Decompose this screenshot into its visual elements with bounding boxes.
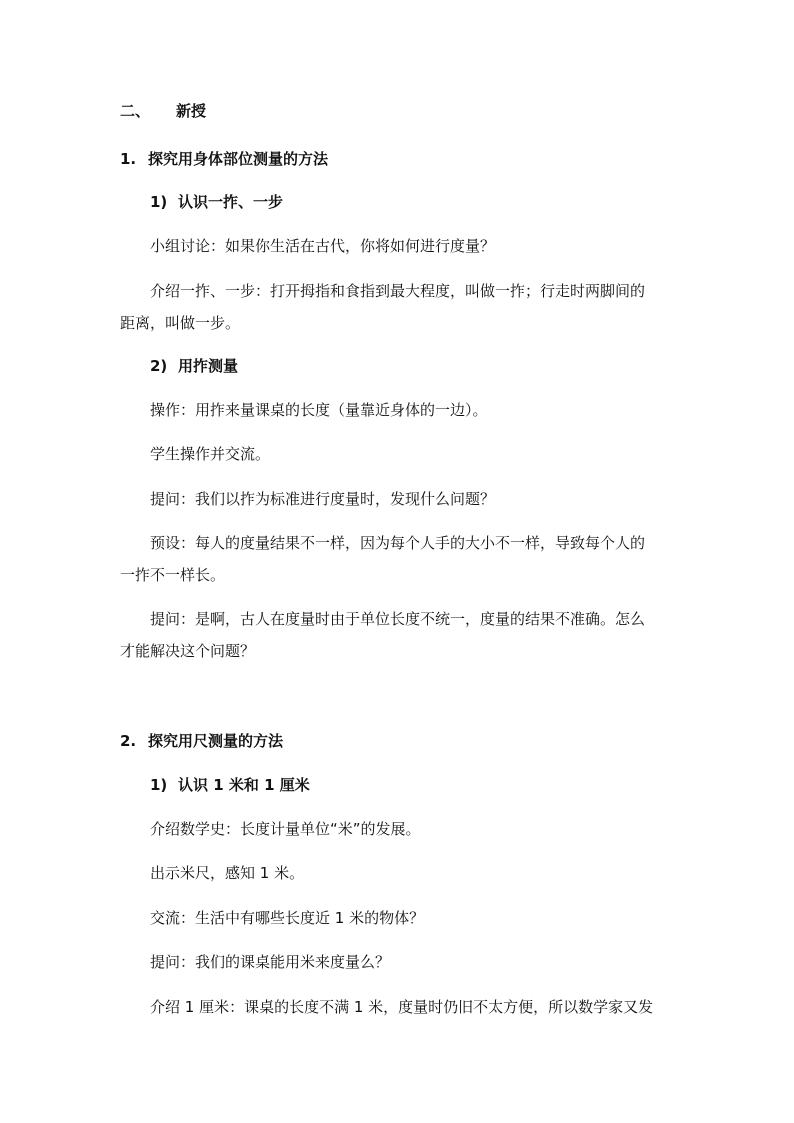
- part1-sub1-title: 认识一拃、一步: [178, 193, 284, 211]
- paragraph: 提问：我们的课桌能用米来度量么？: [150, 953, 391, 971]
- paragraph: 学生操作并交流。: [150, 445, 271, 463]
- part1-number: 1.: [120, 150, 137, 168]
- paragraph: 操作：用拃来量课桌的长度（量靠近身体的一边）。: [150, 401, 488, 419]
- part2-number: 2.: [120, 732, 137, 750]
- part2-sub1-title: 认识 1 米和 1 厘米: [178, 776, 310, 794]
- paragraph-continuation: 才能解决这个问题？: [120, 642, 256, 660]
- paragraph: 介绍 1 厘米：课桌的长度不满 1 米，度量时仍旧不太方便，所以数学家又发: [150, 998, 654, 1016]
- section-number: 二、: [120, 102, 151, 120]
- paragraph: 小组讨论：如果你生活在古代，你将如何进行度量？: [150, 237, 496, 255]
- part1-sub1-heading: [150, 192, 283, 212]
- part1-title: 探究用身体部位测量的方法: [148, 150, 329, 168]
- part1-sub2-title: 用拃测量: [178, 357, 239, 375]
- paragraph: 介绍数学史：长度计量单位“米”的发展。: [150, 820, 421, 838]
- part1-sub2-number: 2): [150, 357, 168, 375]
- part2-heading: [120, 731, 283, 751]
- section-title: 新授: [176, 102, 207, 120]
- paragraph: 提问：我们以拃为标准进行度量时，发现什么问题？: [150, 490, 496, 508]
- paragraph: 出示米尺，感知 1 米。: [150, 864, 305, 882]
- part1-sub1-number: 1): [150, 193, 168, 211]
- paragraph: 介绍一拃、一步：打开拇指和食指到最大程度，叫做一拃；行走时两脚间的: [150, 282, 646, 300]
- part2-sub1-heading: [150, 775, 310, 795]
- paragraph-continuation: 距离，叫做一步。: [120, 314, 241, 332]
- part2-title: 探究用尺测量的方法: [148, 732, 284, 750]
- paragraph-continuation: 一拃不一样长。: [120, 566, 226, 584]
- paragraph: 预设：每人的度量结果不一样，因为每个人手的大小不一样，导致每个人的: [150, 534, 646, 552]
- section-heading: [120, 101, 206, 121]
- paragraph: 交流：生活中有哪些长度近 1 米的物体？: [150, 909, 425, 927]
- part2-sub1-number: 1): [150, 776, 168, 794]
- part1-sub2-heading: [150, 356, 238, 376]
- paragraph: 提问：是啊，古人在度量时由于单位长度不统一，度量的结果不准确。怎么: [150, 610, 646, 628]
- part1-heading: [120, 149, 328, 169]
